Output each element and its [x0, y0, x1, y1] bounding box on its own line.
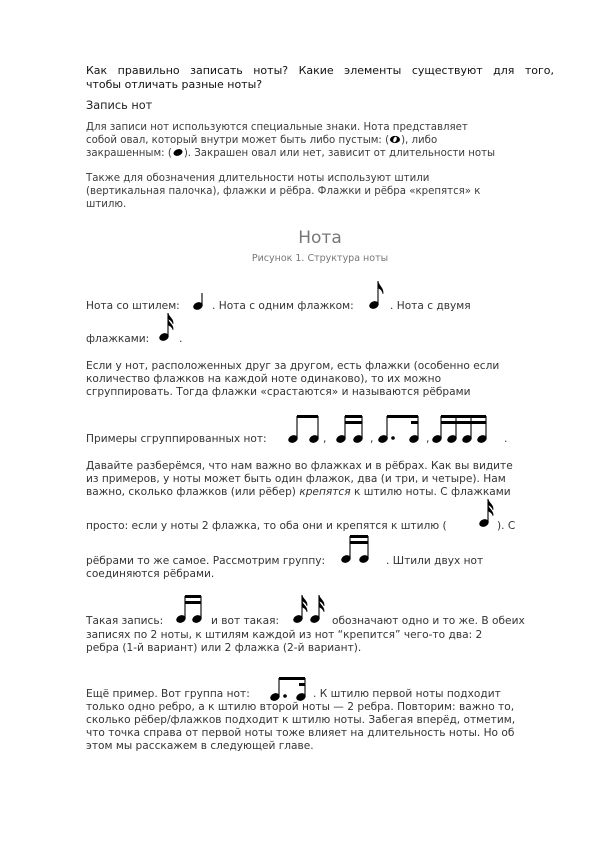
separator: ,: [370, 433, 374, 445]
paragraph-line: соединяются рёбрами.: [86, 568, 215, 580]
emphasis: крепятся: [299, 486, 351, 498]
paragraph-line: [86, 147, 495, 160]
filled-note-icon: [172, 148, 184, 157]
text-run: закрашенным: (: [86, 148, 172, 159]
paragraph-line: Для записи нот используются специальные знаки. Нота представляет: [86, 122, 468, 133]
paragraph-line: просто: если у ноты 2 флажка, то оба они и крепятся к штилю (: [86, 520, 447, 532]
question: [86, 64, 554, 92]
paragraph-line: Также для обозначения длительности ноты используют штили: [86, 173, 430, 184]
paragraph-line: [86, 134, 437, 147]
text-run: ). С: [497, 520, 516, 532]
text-run: Нота со штилем:: [86, 300, 180, 312]
text-run: . Нота с двумя: [390, 300, 471, 312]
separator: ,: [323, 433, 327, 445]
dotted-rhythm-icon: [269, 676, 313, 702]
paragraph-line: [86, 486, 511, 499]
question-line: Как правильно записать ноты? Какие элементы существуют для того,: [86, 64, 554, 77]
two-flag-notes-icon: [292, 594, 332, 624]
paragraph-line: штилю.: [86, 199, 127, 210]
paragraph-line: Такая запись:: [86, 615, 164, 627]
two-flag-note-icon: [478, 498, 496, 528]
paragraph-line: ребра (1-й вариант) или 2 флажка (2-й вариант).: [86, 642, 362, 654]
text-run: . Нота с одним флажком:: [212, 300, 354, 312]
text-run: флажками:: [86, 333, 150, 345]
beamed-sixteenths-icon: [336, 415, 363, 444]
text-run: собой овал, который внутри может быть либо пустым: (: [86, 135, 390, 146]
separator: .: [504, 433, 508, 445]
paragraph-line: из примеров, у ноты может быть один флажок, два (и три, и четыре). Нам: [86, 473, 506, 485]
text-run: ). Закрашен овал или нет, зависит от длительности ноты: [183, 148, 496, 159]
grouped-notes-examples: [287, 414, 519, 444]
four-sixteenths-icon: [432, 415, 487, 444]
question-line: чтобы отличать разные ноты?: [86, 78, 263, 91]
separator: ,: [426, 433, 430, 445]
text-run: важно, сколько флажков (или рёбер): [86, 486, 296, 498]
empty-note-icon: [389, 135, 401, 144]
text-run: . К штилю первой ноты подходит: [313, 688, 501, 700]
beamed-sixteenths-icon: [175, 594, 215, 624]
paragraph-line: Если у нот, расположенных друг за другом, есть флажки (особенно если: [86, 360, 500, 372]
paragraph-line: (вертикальная палочка), флажки и рёбра. Флажки и рёбра «крепятся» к: [86, 186, 481, 197]
paragraph-line: рёбрами то же самое. Рассмотрим группу:: [86, 555, 326, 567]
dotted-rhythm-icon: [378, 415, 419, 444]
text-run: и вот такая:: [211, 615, 280, 627]
paragraph-line: количество флажков на каждой ноте одинаково), то их можно: [86, 373, 442, 385]
paragraph-line: этом мы расскажем в следующей главе.: [86, 740, 314, 752]
stem-note-icon: [192, 292, 206, 310]
paragraph-line: записях по 2 ноты, к штилям каждой из нот “крепится” чего-то два: 2: [86, 629, 483, 641]
text-run: к штилю ноты. С флажками: [354, 486, 511, 498]
text-run: . Штили двух нот: [386, 555, 484, 567]
paragraph-line: только одно ребро, а к штилю второй ноты — 2 ребра. Повторим: важно то,: [86, 701, 515, 713]
grouped-label: Примеры сгруппированных нот:: [86, 433, 267, 445]
one-flag-note-icon: [368, 280, 386, 310]
paragraph-line: Давайте разберёмся, что нам важно во флажках и в рёбрах. Как вы видите: [86, 460, 513, 472]
two-flag-note-icon: [158, 312, 176, 342]
paragraph-line: Ещё пример. Вот группа нот:: [86, 688, 250, 700]
beamed-eighths-icon: [288, 415, 319, 444]
paragraph-line: сгруппировать. Тогда флажки «срастаются» и называются рёбрами: [86, 386, 471, 398]
paragraph-line: что точка справа от первой ноты тоже влияет на длительность ноты. Но об: [86, 727, 515, 739]
beamed-sixteenths-icon: [340, 534, 380, 564]
figure-caption: Рисунок 1. Структура ноты: [251, 253, 389, 264]
text-run: .: [179, 333, 183, 345]
text-run: ), либо: [401, 135, 438, 146]
section-heading: Запись нот: [86, 99, 153, 112]
figure-title: Нота: [298, 228, 342, 248]
paragraph-line: сколько рёбер/флажков подходит к штилю ноты. Забегая вперёд, отметим,: [86, 714, 516, 726]
text-run: обозначают одно и то же. В обеих: [332, 615, 525, 627]
